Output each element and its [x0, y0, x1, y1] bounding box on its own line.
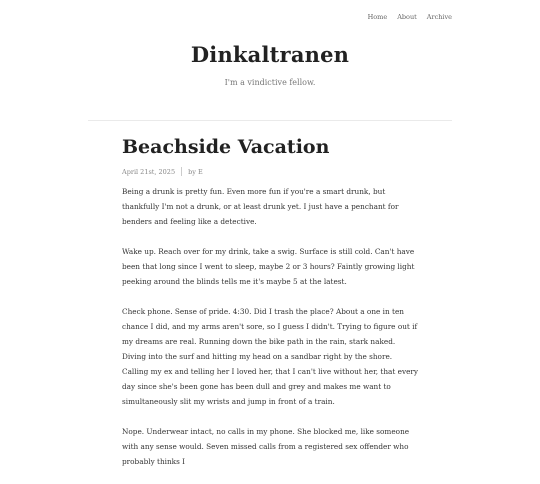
nav-link-home[interactable]: Home	[367, 13, 388, 21]
site-tagline: I'm a vindictive fellow.	[224, 78, 316, 87]
post-date[interactable]: April 21st, 2025	[122, 167, 176, 176]
meta-separator	[181, 167, 182, 176]
header-divider	[88, 120, 452, 121]
post-paragraph: Being a drunk is pretty fun. Even more fun if you're a smart drunk, but thankfully I'm not a drunk, or at least drunk yet. I just have a penchant for benders and feeling like a detective.	[122, 187, 399, 226]
post-author[interactable]: by E	[188, 167, 203, 176]
top-nav	[368, 13, 452, 21]
post-paragraph: Check phone. Sense of pride. 4:30. Did I trash the place? About a one in ten chance I did, and my arms aren't sore, so I guess I didn't. Trying to figure out if my dreams are real. Running down the bike path in the rain, stark naked. Diving into the surf and hitting my head on a sandbar right by the shore. Calling my ex and telling her I loved her, that I can't live without her, that every day since she's been gone has been dull and grey and makes me want to simultaneously slit my wrists and jump in front of a train.	[122, 307, 419, 406]
post-paragraph: Wake up. Reach over for my drink, take a swig. Surface is still cold. Can't have been that long since I went to sleep, maybe 2 or 3 hours? Faintly growing light peeking around the blinds tells me it's maybe 5 at the latest.	[122, 247, 415, 286]
post-paragraph: Nope. Underwear intact, no calls in my phone. She blocked me, like someone with any sense would. Seven missed calls from a registered sex offender who probably thinks I	[122, 427, 410, 466]
nav-link-archive[interactable]: Archive	[426, 13, 452, 21]
post-body	[122, 184, 418, 484]
site-title[interactable]: Dinkaltranen	[190, 42, 350, 67]
post-title[interactable]: Beachside Vacation	[122, 136, 330, 158]
nav-link-about[interactable]: About	[397, 13, 417, 21]
post-meta	[122, 167, 203, 176]
